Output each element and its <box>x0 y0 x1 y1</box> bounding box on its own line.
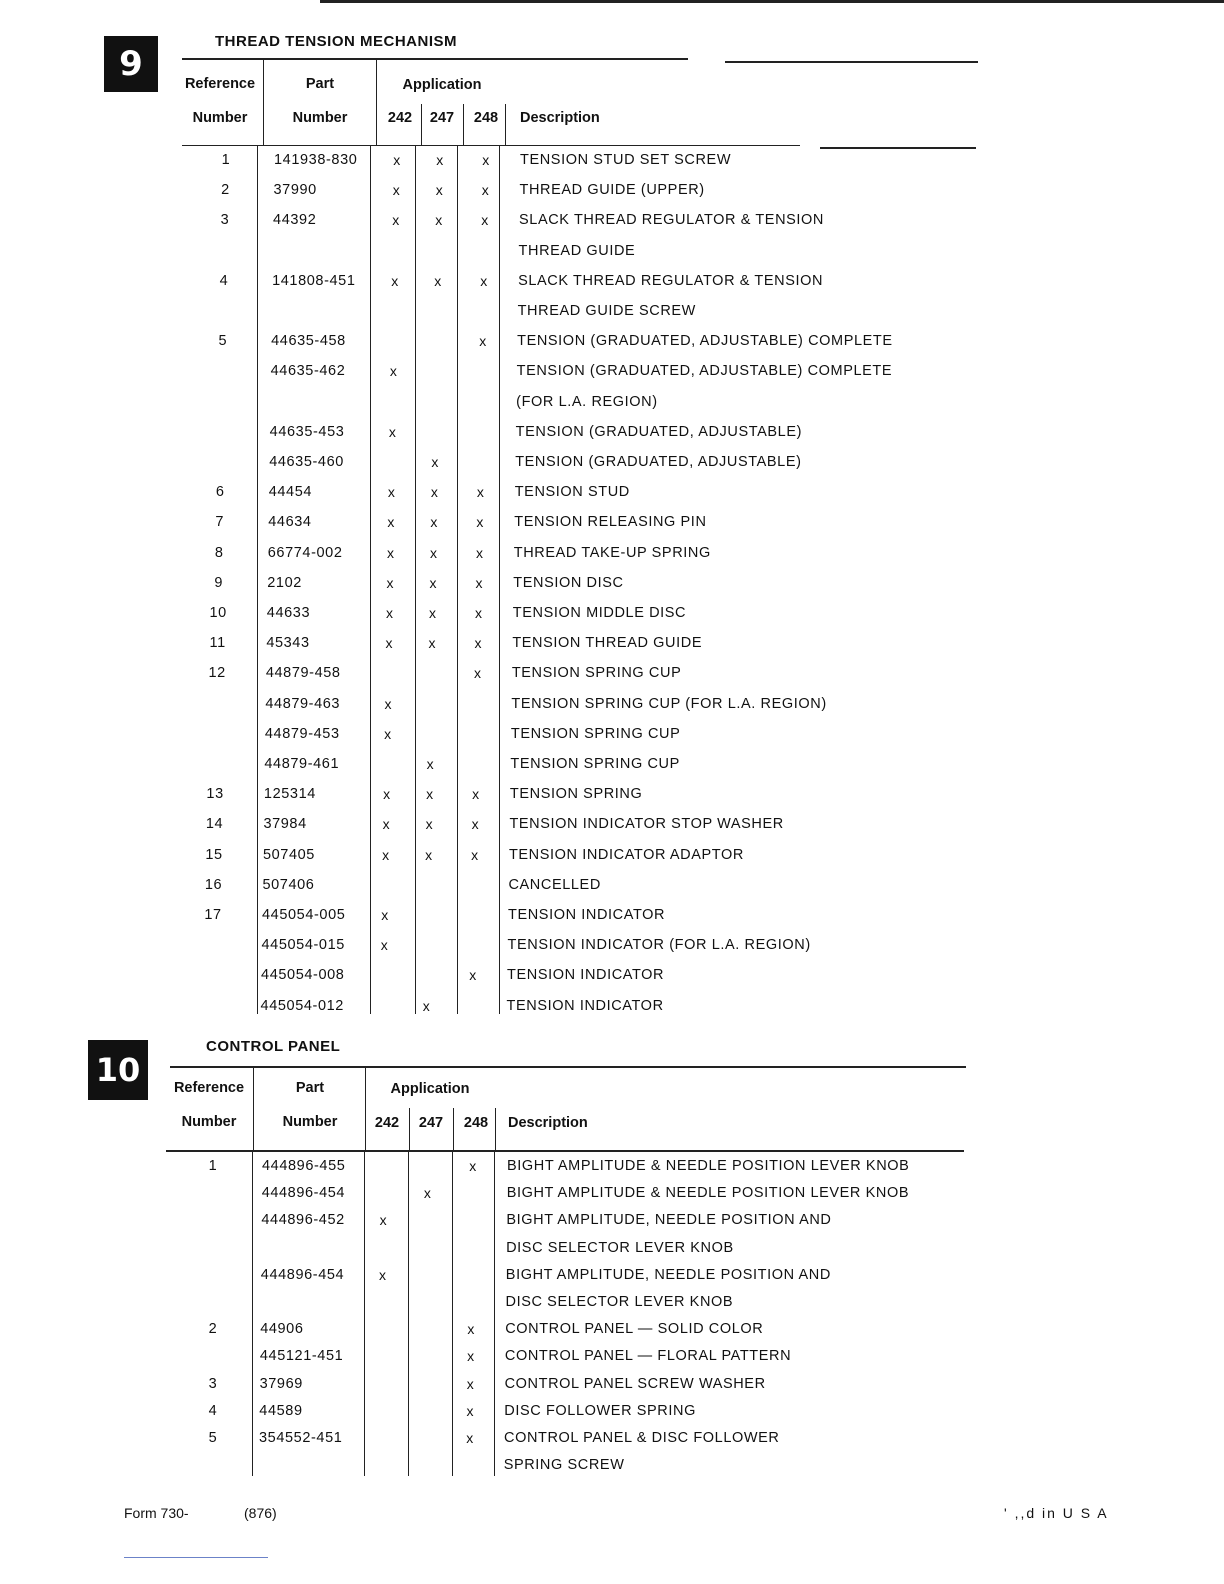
col-divider <box>408 1152 409 1476</box>
part-number: 45343 <box>266 635 310 652</box>
ref-number: 14 <box>205 816 224 833</box>
col-divider <box>505 104 506 146</box>
ref-number: 6 <box>215 484 225 501</box>
part-number: 44879-458 <box>265 665 341 682</box>
app-247-mark: x <box>425 846 433 863</box>
part-number: 445054-005 <box>262 907 346 923</box>
ref-number: 2 <box>208 1321 218 1338</box>
header-app-247: 247 <box>429 110 455 126</box>
app-248-mark: x <box>480 272 488 289</box>
app-247-mark: x <box>423 1185 432 1202</box>
description: CONTROL PANEL SCREW WASHER <box>504 1375 766 1392</box>
app-247-mark: x <box>425 816 434 833</box>
part-number: 37990 <box>273 182 317 199</box>
app-242-mark: x <box>383 786 391 803</box>
part-number: 44635-460 <box>269 454 344 470</box>
part-number: 44589 <box>259 1402 303 1419</box>
header-description: Description <box>520 110 600 126</box>
app-242-mark: x <box>385 635 394 652</box>
app-248-mark: x <box>481 212 489 229</box>
col-divider <box>494 1152 495 1476</box>
header-rule <box>166 1150 964 1152</box>
app-247-mark: x <box>426 756 435 772</box>
app-248-mark: x <box>467 1321 475 1338</box>
part-number: 44633 <box>266 605 311 621</box>
description: TENSION SPRING CUP <box>510 756 680 772</box>
app-242-mark: x <box>393 152 401 168</box>
app-242-mark: x <box>382 816 391 833</box>
header-reference: Reference <box>173 1080 245 1096</box>
ref-number: 15 <box>205 846 223 863</box>
part-number: 44879-461 <box>264 756 340 772</box>
col-divider <box>253 1068 254 1150</box>
col-divider <box>252 1152 253 1476</box>
app-247-mark: x <box>436 152 444 168</box>
app-242-mark: x <box>392 182 401 199</box>
ref-number: 4 <box>208 1402 218 1419</box>
ref-number: 1 <box>208 1158 218 1174</box>
ref-number: 16 <box>204 876 223 893</box>
top-border-line <box>320 0 1224 3</box>
part-number: 37984 <box>263 816 307 833</box>
description: TENSION INDICATOR ADAPTOR <box>508 846 744 863</box>
part-number: 141938-830 <box>274 152 358 168</box>
header-description: Description <box>508 1115 588 1131</box>
ref-number: 13 <box>206 786 224 803</box>
app-248-mark: x <box>474 635 483 652</box>
part-number: 44879-463 <box>265 695 341 712</box>
app-247-mark: x <box>428 605 437 621</box>
ref-number: 12 <box>208 665 226 682</box>
header-rule-right <box>820 147 976 149</box>
ref-number: 7 <box>215 514 225 531</box>
app-242-mark: x <box>381 907 389 923</box>
title-rule <box>170 1066 966 1068</box>
app-247-mark: x <box>431 454 439 470</box>
part-number: 444896-454 <box>261 1185 346 1202</box>
description: CANCELLED <box>508 876 601 893</box>
description: TENSION STUD SET SCREW <box>520 152 732 168</box>
col-divider <box>495 1108 496 1150</box>
app-247-mark: x <box>429 574 438 591</box>
description: TENSION DISC <box>513 574 624 591</box>
part-number: 141808-451 <box>272 272 356 289</box>
part-number: 354552-451 <box>259 1430 343 1446</box>
app-248-mark: x <box>481 182 490 199</box>
description: (FOR L.A. REGION) <box>516 393 658 410</box>
app-242-mark: x <box>384 695 393 712</box>
header-number: Number <box>181 1114 237 1130</box>
app-242-mark: x <box>384 725 392 742</box>
ref-number: 1 <box>221 152 231 168</box>
header-app-242: 242 <box>387 110 413 126</box>
app-242-mark: x <box>387 484 396 501</box>
part-number: 507406 <box>262 876 315 893</box>
header-application: Application <box>390 1081 470 1097</box>
description: SPRING SCREW <box>503 1457 625 1474</box>
description: TENSION INDICATOR <box>506 997 664 1014</box>
part-number: 445054-008 <box>261 967 345 984</box>
part-number: 125314 <box>263 786 316 803</box>
ref-number: 5 <box>218 333 228 350</box>
part-number: 44635-462 <box>270 363 346 380</box>
header-part: Part <box>305 76 335 92</box>
app-242-mark: x <box>391 272 399 289</box>
ref-number: 4 <box>219 272 229 289</box>
col-divider <box>263 60 264 146</box>
app-248-mark: x <box>475 574 484 591</box>
app-247-mark: x <box>430 484 439 501</box>
ref-number: 3 <box>208 1375 218 1392</box>
part-number: 445121-451 <box>259 1348 344 1365</box>
app-242-mark: x <box>387 514 396 531</box>
description: TENSION THREAD GUIDE <box>512 635 703 652</box>
part-number: 44634 <box>268 514 312 531</box>
title-rule <box>182 58 688 60</box>
ref-number: 2 <box>221 182 230 199</box>
header-app-242: 242 <box>374 1115 400 1131</box>
section-title: CONTROL PANEL <box>206 1038 341 1055</box>
col-divider <box>376 60 377 146</box>
description: THREAD TAKE-UP SPRING <box>513 544 711 561</box>
description: TENSION RELEASING PIN <box>514 514 707 531</box>
description: CONTROL PANEL & DISC FOLLOWER <box>504 1430 780 1446</box>
description: TENSION SPRING CUP <box>510 725 681 742</box>
description: DISC SELECTOR LEVER KNOB <box>505 1294 734 1310</box>
header-app-248: 248 <box>473 110 499 126</box>
app-242-mark: x <box>380 937 389 954</box>
ref-number: 11 <box>209 635 226 652</box>
header-rule <box>182 145 800 146</box>
ref-number: 10 <box>209 605 227 621</box>
section-badge: 9 <box>104 36 158 92</box>
col-divider <box>452 1152 453 1476</box>
ref-number: 8 <box>214 544 224 561</box>
description: BIGHT AMPLITUDE, NEEDLE POSITION AND <box>505 1266 831 1283</box>
description: CONTROL PANEL — FLORAL PATTERN <box>504 1348 792 1365</box>
footer-code: (876) <box>244 1505 277 1521</box>
ref-number: 3 <box>220 212 230 229</box>
part-number: 44906 <box>260 1321 304 1338</box>
part-number: 66774-002 <box>267 544 343 561</box>
app-247-mark: x <box>422 997 431 1014</box>
app-248-mark: x <box>471 846 479 863</box>
description: TENSION (GRADUATED, ADJUSTABLE) COMPLETE <box>516 363 893 380</box>
description: TENSION INDICATOR STOP WASHER <box>509 816 784 833</box>
header-part-number: Number <box>282 1114 338 1130</box>
header-part: Part <box>295 1080 325 1096</box>
part-number: 507405 <box>262 846 315 863</box>
description: TENSION (GRADUATED, ADJUSTABLE) <box>515 454 802 470</box>
app-247-mark: x <box>434 272 442 289</box>
col-divider <box>365 1068 366 1150</box>
app-248-mark: x <box>466 1430 474 1446</box>
section-badge: 10 <box>88 1040 148 1100</box>
col-divider <box>453 1108 454 1150</box>
app-242-mark: x <box>379 1212 388 1229</box>
description: BIGHT AMPLITUDE & NEEDLE POSITION LEVER KNOB <box>507 1158 910 1174</box>
app-247-mark: x <box>426 786 434 803</box>
part-number: 37969 <box>259 1375 303 1392</box>
ref-number: 17 <box>204 907 222 923</box>
description: BIGHT AMPLITUDE, NEEDLE POSITION AND <box>506 1212 832 1229</box>
description: TENSION SPRING <box>509 786 643 803</box>
header-part-number: Number <box>292 110 348 126</box>
description: TENSION INDICATOR (FOR L.A. REGION) <box>507 937 811 954</box>
app-247-mark: x <box>430 514 439 531</box>
header-number: Number <box>192 110 248 126</box>
app-248-mark: x <box>482 152 490 168</box>
description: TENSION MIDDLE DISC <box>512 605 687 621</box>
header-app-248: 248 <box>463 1115 489 1131</box>
col-divider <box>463 104 464 146</box>
part-number: 2102 <box>267 574 302 591</box>
part-number: 44392 <box>273 212 317 229</box>
app-248-mark: x <box>469 967 477 984</box>
ref-number: 9 <box>214 574 224 591</box>
description: DISC SELECTOR LEVER KNOB <box>506 1239 734 1256</box>
app-242-mark: x <box>388 423 397 440</box>
description: TENSION SPRING CUP (FOR L.A. REGION) <box>511 695 827 712</box>
col-divider <box>257 146 258 1014</box>
part-number: 445054-012 <box>260 997 344 1014</box>
part-number: 444896-455 <box>262 1158 346 1174</box>
col-divider <box>499 146 500 1014</box>
description: THREAD GUIDE SCREW <box>517 303 696 319</box>
app-247-mark: x <box>429 544 438 561</box>
col-divider <box>421 104 422 146</box>
description: TENSION STUD <box>514 484 630 501</box>
description: SLACK THREAD REGULATOR & TENSION <box>519 212 825 229</box>
col-divider <box>409 1108 410 1150</box>
app-248-mark: x <box>476 484 485 501</box>
part-number: 44879-453 <box>264 725 340 742</box>
footer-form: Form 730- <box>124 1505 189 1521</box>
description: TENSION (GRADUATED, ADJUSTABLE) <box>515 423 803 440</box>
description: TENSION INDICATOR <box>508 907 666 923</box>
header-app-247: 247 <box>418 1115 444 1131</box>
app-248-mark: x <box>466 1375 475 1392</box>
col-divider <box>370 146 371 1014</box>
app-248-mark: x <box>469 1158 477 1174</box>
description: TENSION SPRING CUP <box>511 665 682 682</box>
app-248-mark: x <box>476 514 485 531</box>
description: SLACK THREAD REGULATOR & TENSION <box>518 272 824 289</box>
header-reference: Reference <box>184 76 256 92</box>
section-title: THREAD TENSION MECHANISM <box>215 33 458 50</box>
part-number: 445054-015 <box>261 937 345 954</box>
part-number: 44635-458 <box>271 333 346 350</box>
app-242-mark: x <box>385 605 394 621</box>
app-242-mark: x <box>389 363 398 380</box>
app-248-mark: x <box>479 333 487 350</box>
part-number: 444896-454 <box>260 1266 345 1283</box>
description: BIGHT AMPLITUDE & NEEDLE POSITION LEVER KNOB <box>506 1185 910 1202</box>
footer-printed: ' ,,d in U S A <box>1004 1505 1109 1521</box>
app-248-mark: x <box>472 786 480 803</box>
ref-number: 5 <box>208 1430 218 1446</box>
col-divider <box>457 146 458 1014</box>
app-248-mark: x <box>474 665 482 682</box>
part-number: 44454 <box>268 484 313 501</box>
app-247-mark: x <box>435 212 443 229</box>
part-number: 44635-453 <box>269 423 345 440</box>
title-rule-right <box>725 61 978 63</box>
header-application: Application <box>402 77 482 93</box>
app-242-mark: x <box>392 212 400 229</box>
app-242-mark: x <box>382 846 390 863</box>
app-248-mark: x <box>467 1348 475 1365</box>
col-divider <box>364 1152 365 1476</box>
description: THREAD GUIDE <box>518 242 636 259</box>
app-248-mark: x <box>474 605 483 621</box>
description: DISC FOLLOWER SPRING <box>504 1402 696 1419</box>
app-248-mark: x <box>471 816 480 833</box>
description: TENSION (GRADUATED, ADJUSTABLE) COMPLETE <box>517 333 893 350</box>
description: CONTROL PANEL — SOLID COLOR <box>505 1321 764 1338</box>
app-247-mark: x <box>428 635 437 652</box>
app-242-mark: x <box>386 574 395 591</box>
app-242-mark: x <box>378 1266 387 1283</box>
app-248-mark: x <box>466 1402 475 1419</box>
app-242-mark: x <box>386 544 395 561</box>
description: THREAD GUIDE (UPPER) <box>519 182 705 199</box>
footer-rule <box>124 1557 268 1558</box>
description: TENSION INDICATOR <box>507 967 665 984</box>
col-divider <box>415 146 416 1014</box>
part-number: 444896-452 <box>261 1212 345 1229</box>
app-248-mark: x <box>475 544 484 561</box>
app-247-mark: x <box>435 182 444 199</box>
